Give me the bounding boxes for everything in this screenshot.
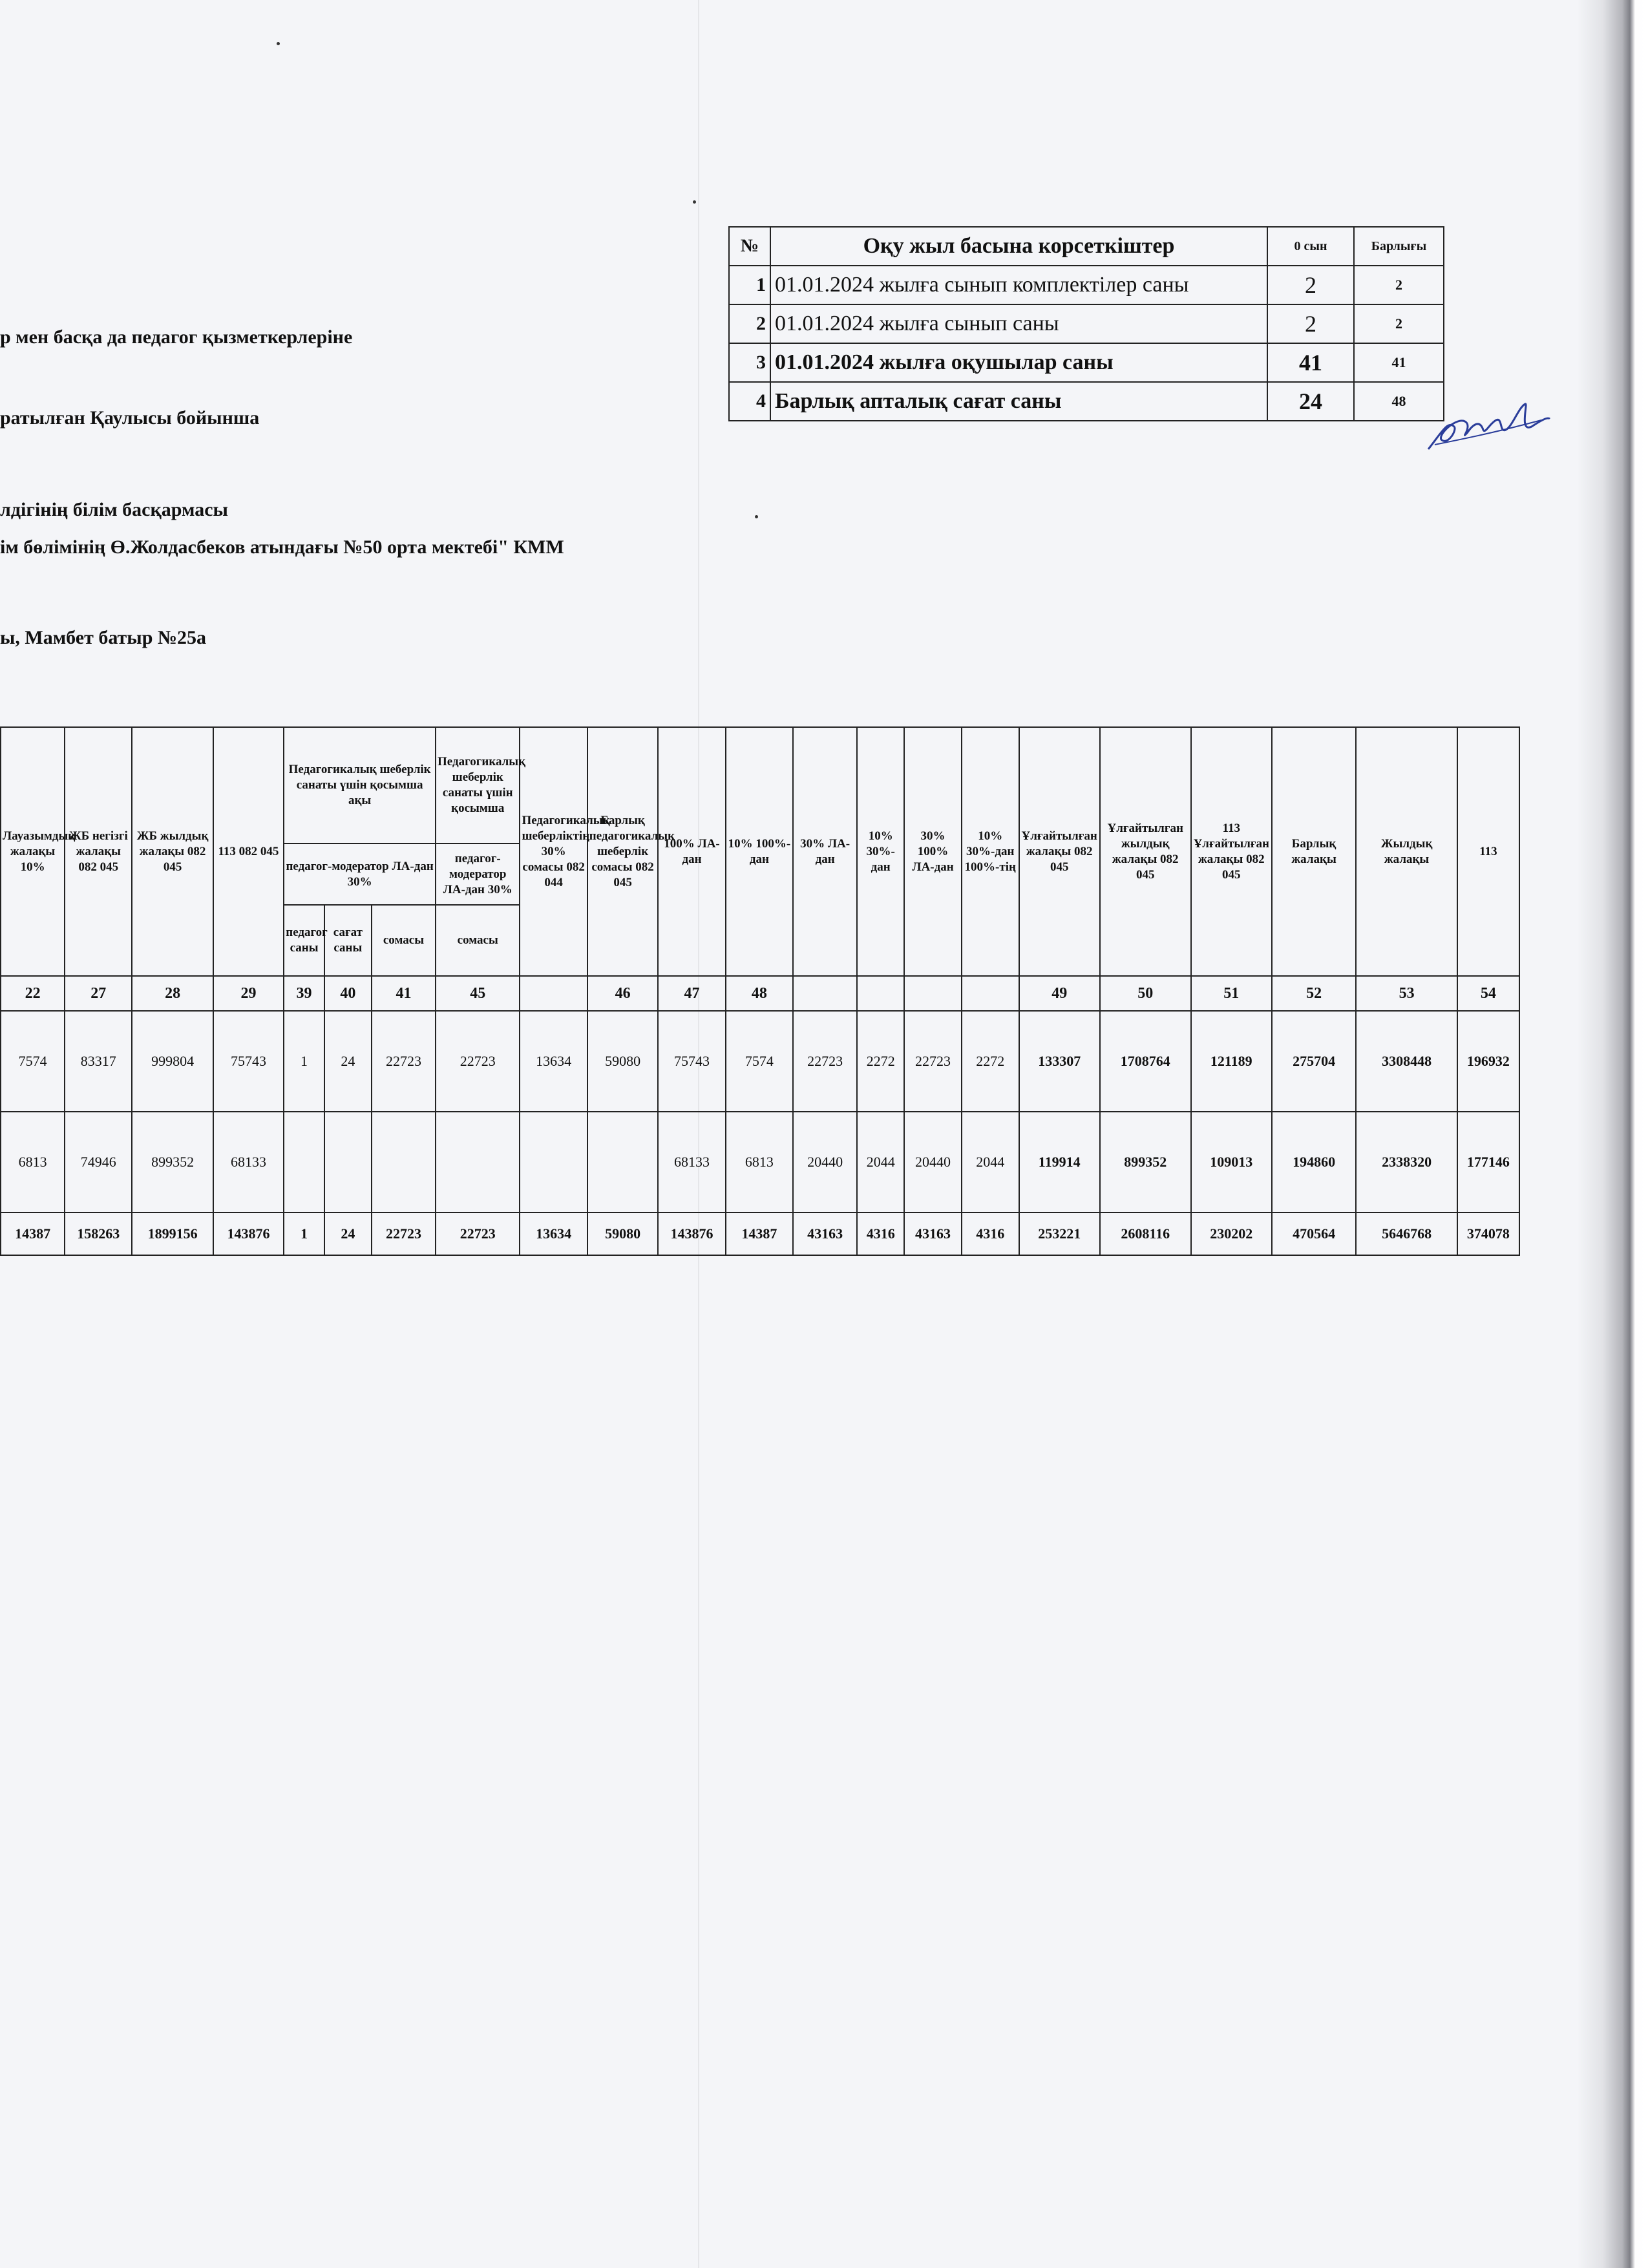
summary-row-num: 1 [729, 266, 770, 304]
summary-row-total: 41 [1354, 343, 1444, 382]
table-cell: 22723 [793, 1011, 857, 1112]
summary-header-indicator: Оқу жыл басына корсеткіштер [770, 227, 1267, 266]
scan-speck [693, 200, 696, 204]
table-cell: 43163 [904, 1213, 962, 1255]
table-cell: 2272 [962, 1011, 1019, 1112]
col-header: 30% 100% ЛА-дан [904, 727, 962, 976]
summary-row-label: Барлық апталық сағат саны [770, 382, 1267, 421]
column-index: 51 [1191, 976, 1272, 1011]
table-cell: 43163 [793, 1213, 857, 1255]
table-cell: 13634 [520, 1011, 587, 1112]
summary-row [729, 382, 1444, 421]
table-cell [284, 1112, 324, 1213]
table-cell: 68133 [658, 1112, 725, 1213]
col-header-group: Педагогикалық шеберлік санаты үшін қосымша ақы [284, 727, 436, 843]
column-index: 47 [658, 976, 725, 1011]
col-subheader: педагог-модератор ЛА-дан 30% [436, 843, 520, 905]
table-cell [587, 1112, 659, 1213]
scan-shadow-edge [1577, 0, 1648, 2268]
column-index: 49 [1019, 976, 1100, 1011]
col-header: Лауазымдық жалақы 10% [1, 727, 65, 976]
summary-row-num: 4 [729, 382, 770, 421]
summary-header-row [729, 227, 1444, 266]
col-header: Педагогикалық шеберлік санаты үшін қосымша [436, 727, 520, 843]
col-subheader: педагог-модератор ЛА-дан 30% [284, 843, 436, 905]
column-index: 50 [1100, 976, 1191, 1011]
col-header: Ұлғайтылған жалақы 082 045 [1019, 727, 1100, 976]
table-cell: 230202 [1191, 1213, 1272, 1255]
table-cell [436, 1112, 520, 1213]
table-cell: 83317 [65, 1011, 132, 1112]
col-header: 30% ЛА-дан [793, 727, 857, 976]
table-total-row [1, 1213, 1519, 1255]
column-index: 27 [65, 976, 132, 1011]
summary-table [728, 226, 1444, 421]
col-subheader: сомасы [372, 905, 436, 976]
summary-row [729, 266, 1444, 304]
table-cell: 24 [324, 1213, 372, 1255]
col-header: Педагогикалық шеберліктің 30% сомасы 082 044 [520, 727, 587, 976]
column-index: 48 [726, 976, 793, 1011]
table-cell: 3308448 [1356, 1011, 1457, 1112]
header-line-5: ы, Мамбет батыр №25а [0, 627, 207, 648]
col-header: 10% 30%-дан [857, 727, 904, 976]
summary-row-total: 48 [1354, 382, 1444, 421]
column-index: 46 [587, 976, 659, 1011]
scan-speck [277, 42, 280, 45]
table-cell: 74946 [65, 1112, 132, 1213]
summary-row [729, 304, 1444, 343]
summary-row-grade0: 24 [1267, 382, 1354, 421]
column-index: 45 [436, 976, 520, 1011]
table-cell: 22723 [372, 1011, 436, 1112]
table-cell: 22723 [436, 1213, 520, 1255]
summary-header-grade0: 0 сын [1267, 227, 1354, 266]
table-cell: 5646768 [1356, 1213, 1457, 1255]
col-header: Барлық педагогикалық шеберлік сомасы 082 045 [587, 727, 659, 976]
summary-header-num: № [729, 227, 770, 266]
table-cell: 899352 [132, 1112, 213, 1213]
table-cell: 196932 [1457, 1011, 1519, 1112]
column-index: 54 [1457, 976, 1519, 1011]
table-cell: 68133 [213, 1112, 284, 1213]
summary-row-grade0: 2 [1267, 266, 1354, 304]
table-cell: 143876 [213, 1213, 284, 1255]
summary-row-label: 01.01.2024 жылға оқушылар саны [770, 343, 1267, 382]
col-subheader: сағат саны [324, 905, 372, 976]
table-cell: 253221 [1019, 1213, 1100, 1255]
column-index: 52 [1272, 976, 1356, 1011]
table-row [1, 1011, 1519, 1112]
table-cell: 2338320 [1356, 1112, 1457, 1213]
table-cell: 177146 [1457, 1112, 1519, 1213]
col-header: ЖБ жылдық жалақы 082 045 [132, 727, 213, 976]
table-cell: 14387 [726, 1213, 793, 1255]
table-cell: 374078 [1457, 1213, 1519, 1255]
column-index: 41 [372, 976, 436, 1011]
table-cell: 899352 [1100, 1112, 1191, 1213]
table-cell: 20440 [904, 1112, 962, 1213]
table-cell: 6813 [726, 1112, 793, 1213]
column-index [793, 976, 857, 1011]
column-index-row [1, 976, 1519, 1011]
table-cell: 7574 [726, 1011, 793, 1112]
table-cell: 133307 [1019, 1011, 1100, 1112]
table-cell [372, 1112, 436, 1213]
column-index [520, 976, 587, 1011]
table-cell: 59080 [587, 1213, 659, 1255]
summary-header-total: Барлығы [1354, 227, 1444, 266]
column-index: 53 [1356, 976, 1457, 1011]
summary-row-num: 3 [729, 343, 770, 382]
table-cell: 4316 [962, 1213, 1019, 1255]
summary-row-total: 2 [1354, 304, 1444, 343]
column-index: 22 [1, 976, 65, 1011]
table-cell: 2608116 [1100, 1213, 1191, 1255]
col-header: Барлық жалақы [1272, 727, 1356, 976]
col-header: 113 082 045 [213, 727, 284, 976]
table-cell: 2044 [857, 1112, 904, 1213]
table-cell: 1899156 [132, 1213, 213, 1255]
column-index: 28 [132, 976, 213, 1011]
table-cell: 158263 [65, 1213, 132, 1255]
col-header: 10% 30%-дан 100%-тің [962, 727, 1019, 976]
summary-row-label: 01.01.2024 жылға сынып комплектілер саны [770, 266, 1267, 304]
table-cell: 2044 [962, 1112, 1019, 1213]
column-index [857, 976, 904, 1011]
column-index: 29 [213, 976, 284, 1011]
summary-row [729, 343, 1444, 382]
table-cell: 194860 [1272, 1112, 1356, 1213]
column-index [962, 976, 1019, 1011]
table-cell: 75743 [213, 1011, 284, 1112]
column-index [904, 976, 962, 1011]
column-index: 40 [324, 976, 372, 1011]
table-cell: 143876 [658, 1213, 725, 1255]
col-subheader: сомасы [436, 905, 520, 976]
table-cell: 999804 [132, 1011, 213, 1112]
col-header: ЖБ негізгі жалақы 082 045 [65, 727, 132, 976]
table-cell: 6813 [1, 1112, 65, 1213]
signature-mark [1422, 394, 1551, 459]
salary-table [0, 726, 1520, 1256]
header-line-1: р мен басқа да педагог қызметкерлеріне [0, 326, 353, 348]
table-header-row [1, 727, 1519, 843]
summary-row-num: 2 [729, 304, 770, 343]
col-header: 100% ЛА-дан [658, 727, 725, 976]
table-cell: 7574 [1, 1011, 65, 1112]
table-cell: 2272 [857, 1011, 904, 1112]
table-cell: 22723 [372, 1213, 436, 1255]
col-header: Жылдық жалақы [1356, 727, 1457, 976]
table-cell: 59080 [587, 1011, 659, 1112]
table-cell: 22723 [436, 1011, 520, 1112]
summary-row-total: 2 [1354, 266, 1444, 304]
table-cell: 4316 [857, 1213, 904, 1255]
table-cell: 109013 [1191, 1112, 1272, 1213]
col-header: 10% 100%-дан [726, 727, 793, 976]
col-header: Ұлғайтылған жылдық жалақы 082 045 [1100, 727, 1191, 976]
table-cell: 14387 [1, 1213, 65, 1255]
table-cell [324, 1112, 372, 1213]
col-header: 113 [1457, 727, 1519, 976]
table-cell: 121189 [1191, 1011, 1272, 1112]
table-cell: 275704 [1272, 1011, 1356, 1112]
table-cell: 75743 [658, 1011, 725, 1112]
scan-speck [755, 515, 758, 518]
summary-row-grade0: 2 [1267, 304, 1354, 343]
col-header: 113 Ұлғайтылған жалақы 082 045 [1191, 727, 1272, 976]
table-cell: 13634 [520, 1213, 587, 1255]
summary-row-label: 01.01.2024 жылға сынып саны [770, 304, 1267, 343]
header-line-2: ратылған Қаулысы бойынша [0, 407, 260, 429]
column-index: 39 [284, 976, 324, 1011]
table-cell: 119914 [1019, 1112, 1100, 1213]
table-cell: 24 [324, 1011, 372, 1112]
table-cell: 470564 [1272, 1213, 1356, 1255]
table-row [1, 1112, 1519, 1213]
header-line-3: лдігінің білім басқармасы [0, 499, 228, 520]
summary-row-grade0: 41 [1267, 343, 1354, 382]
table-cell: 22723 [904, 1011, 962, 1112]
table-cell: 1 [284, 1011, 324, 1112]
table-cell: 1 [284, 1213, 324, 1255]
table-cell: 1708764 [1100, 1011, 1191, 1112]
col-subheader: педагог саны [284, 905, 324, 976]
table-cell [520, 1112, 587, 1213]
table-cell: 20440 [793, 1112, 857, 1213]
header-line-4: ім бөлімінің Ө.Жолдасбеков атындағы №50 орта мектебі" КММ [0, 536, 564, 558]
